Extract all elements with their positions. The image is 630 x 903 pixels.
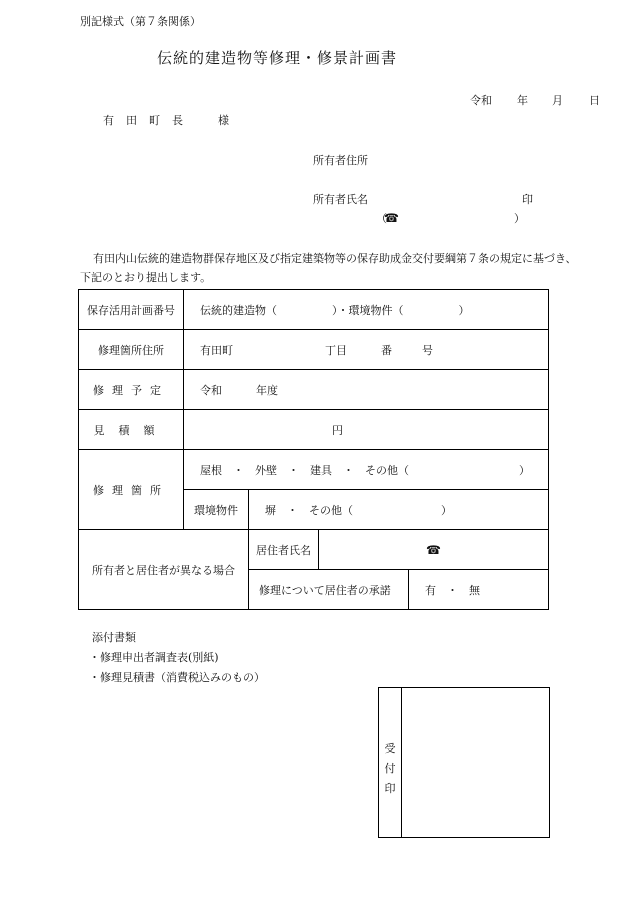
label-repair-location: 修理箇所 xyxy=(79,450,184,530)
repair-schedule-value xyxy=(184,370,549,410)
table-row xyxy=(79,330,549,370)
addressee: 有田町長 様 xyxy=(103,114,241,127)
application-table xyxy=(78,289,549,610)
estimate-yen: 円 xyxy=(332,423,343,437)
table-row xyxy=(79,410,549,450)
phone-open-paren: （ xyxy=(376,212,387,225)
attachments-heading: 添付書類 xyxy=(92,631,136,644)
repair-address-value xyxy=(184,330,549,370)
date-year: 年 xyxy=(517,94,528,107)
body-text-line1: 有田内山伝統的建造物群保存地区及び指定建築物等の保存助成金交付要綱第７条の規定に基づき、 xyxy=(93,252,577,265)
label-estimate: 見積額 xyxy=(79,410,184,450)
address-go: 号 xyxy=(422,343,433,357)
date-era: 令和 xyxy=(470,94,492,107)
attachment-item-1: ・修理申出者調査表(別紙) xyxy=(89,651,219,664)
document-title: 伝統的建造物等修理・修景計画書 xyxy=(157,49,398,67)
seal-mark: 印 xyxy=(522,193,533,206)
phone-close-paren: ） xyxy=(514,212,525,225)
schedule-era: 令和 xyxy=(200,383,222,397)
plan-number-value: 伝統的建造物（ ）・環境物件（ ） xyxy=(184,290,549,330)
address-town: 有田町 xyxy=(200,343,233,357)
date-day: 日 xyxy=(589,94,600,107)
label-repair-schedule: 修理予定 xyxy=(79,370,184,410)
label-resident-consent: 修理について居住者の承諾 xyxy=(249,570,409,610)
address-chome: 丁目 xyxy=(325,343,347,357)
table-row xyxy=(79,290,549,330)
attachment-item-2: ・修理見積書（消費税込みのもの） xyxy=(89,671,265,684)
stamp-char-seal: 印 xyxy=(384,782,396,795)
phone-icon: ☎ xyxy=(384,211,399,225)
address-ban: 番 xyxy=(381,343,392,357)
label-resident-name: 居住者氏名 xyxy=(249,530,319,570)
body-text-line2: 下記のとおり提出します。 xyxy=(80,271,212,284)
stamp-char-receive: 受 xyxy=(384,742,396,755)
estimate-value xyxy=(184,410,549,450)
environment-property-options: 塀 ・ その他（ ） xyxy=(249,490,549,530)
table-row xyxy=(79,450,549,490)
schedule-nendo: 年度 xyxy=(256,383,278,397)
consent-options: 有 ・ 無 xyxy=(409,570,549,610)
reception-stamp-box xyxy=(378,687,550,838)
label-plan-number: 保存活用計画番号 xyxy=(79,290,184,330)
label-repair-address: 修理箇所住所 xyxy=(79,330,184,370)
table-row xyxy=(79,370,549,410)
owner-address-label: 所有者住所 xyxy=(313,154,368,167)
resident-phone-icon: ☎ xyxy=(319,530,549,570)
date-month: 月 xyxy=(552,94,563,107)
stamp-char-attach: 付 xyxy=(384,762,396,775)
label-owner-differs: 所有者と居住者が異なる場合 xyxy=(79,530,249,610)
table-row xyxy=(79,530,549,570)
form-reference: 別記様式（第７条関係） xyxy=(80,15,201,28)
stamp-label-column xyxy=(379,688,402,837)
repair-location-options: 屋根 ・ 外壁 ・ 建具 ・ その他（ ） xyxy=(184,450,549,490)
label-environment-property: 環境物件 xyxy=(184,490,249,530)
owner-name-label: 所有者氏名 xyxy=(313,193,368,206)
